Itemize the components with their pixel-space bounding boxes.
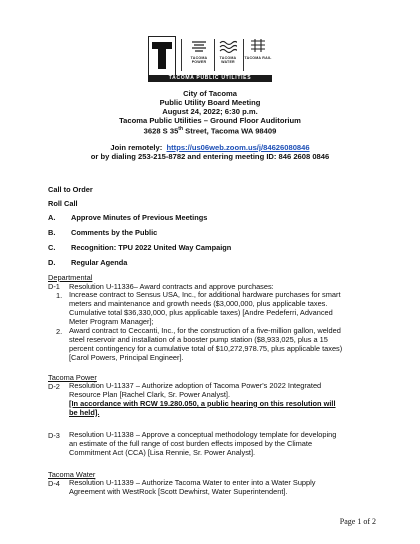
page-number: Page 1 of 2: [339, 517, 376, 526]
resolution-u-11339: Resolution U-11339 – Authorize Tacoma Water to enter into a Water Supply Agreement with WestRock [Scott Dewhirst, Water Superintendent].: [69, 478, 316, 496]
logo-t-mark: [148, 36, 176, 76]
rail-unit-logo: TACOMA RAIL: [244, 38, 272, 72]
agenda-item-text: Recognition: TPU 2022 United Way Campaign: [71, 243, 232, 252]
call-to-order: Call to Order: [48, 185, 93, 194]
item-text: Resolution U-11336– Award contracts and approve purchases:: [69, 282, 274, 291]
sub-item-2: Award contract to Ceccanti, Inc., for the construction of a five-million gallon, welded steel reservoir and installation of a booster pump station ($8,933,025, plus a 15 percent contingency for a cumulative total of $10,272,978.75, plus applicable taxes) [Carol Powers, Principal Engineer].: [69, 326, 343, 362]
water-wave-icon: [219, 38, 237, 54]
roll-call: Roll Call: [48, 199, 78, 208]
resolution-u-11337: Resolution U-11337 – Authorize adoption of Tacoma Power's 2022 Integrated Resource Plan [Rachel Clark, Sr. Power Analyst]. [In accordance with RCW 19.280.050, a public hearing on this resolution will be held].: [69, 381, 336, 417]
item-number: D-3: [48, 431, 60, 440]
section-heading-departmental: Departmental: [48, 273, 93, 282]
item-number: D-4: [48, 479, 60, 488]
water-unit-logo: TACOMA WATER: [214, 38, 242, 72]
power-unit-logo: TACOMA POWER: [185, 38, 213, 72]
dial-in-info: or by dialing 253-215-8782 and entering meeting ID: 846 2608 0846: [90, 152, 330, 161]
resolution-u-11338: Resolution U-11338 – Approve a conceptual methodology template for developing an estimate of the full range of cost burden effects imposed by the Climate Commitment Act (CCA) [Lisa Rennie, Sr. Power Analyst].: [69, 430, 337, 457]
agenda-item-letter: C.: [48, 243, 56, 252]
zoom-link[interactable]: https://us06web.zoom.us/j/84626080846: [166, 143, 310, 152]
item-number: D-2: [48, 382, 60, 391]
agenda-item-letter: D.: [48, 258, 56, 267]
power-bolt-icon: [190, 38, 208, 54]
meeting-datetime: August 24, 2022; 6:30 p.m.: [162, 107, 258, 116]
item-number: D-1: [48, 282, 60, 291]
section-heading-tacoma-power: Tacoma Power: [48, 373, 97, 382]
agenda-item-letter: B.: [48, 228, 56, 237]
section-heading-tacoma-water: Tacoma Water: [48, 470, 96, 479]
sub-item-number: 2.: [56, 327, 63, 336]
meeting-address: 3628 S 35th Street, Tacoma WA 98409: [143, 126, 277, 136]
sub-item-number: 1.: [56, 291, 63, 300]
rail-track-icon: [249, 38, 267, 54]
logo-band: TACOMA PUBLIC UTILITIES: [148, 75, 272, 82]
org-name: City of Tacoma: [183, 89, 237, 98]
agenda-item-text: Comments by the Public: [71, 228, 158, 237]
agenda-item-text: Regular Agenda: [71, 258, 128, 267]
join-remotely: Join remotely: https://us06web.zoom.us/j/84626080846: [110, 143, 310, 152]
sub-item-1: Increase contract to Sensus USA, Inc., for additional hardware purchases for smart meters and maintenance and growth needs ($3,000,000, plus applicable taxes. Cumulative total $36,330,000, plus applicable taxes) [Andre Pedeferri, Advanced Meter Program Manager];: [69, 290, 341, 326]
meeting-location: Tacoma Public Utilities – Ground Floor Auditorium: [119, 116, 301, 125]
agenda-item-letter: A.: [48, 213, 56, 222]
meeting-title: Public Utility Board Meeting: [159, 98, 261, 107]
tacoma-public-utilities-logo: [148, 36, 272, 84]
agenda-item-text: Approve Minutes of Previous Meetings: [71, 213, 208, 222]
